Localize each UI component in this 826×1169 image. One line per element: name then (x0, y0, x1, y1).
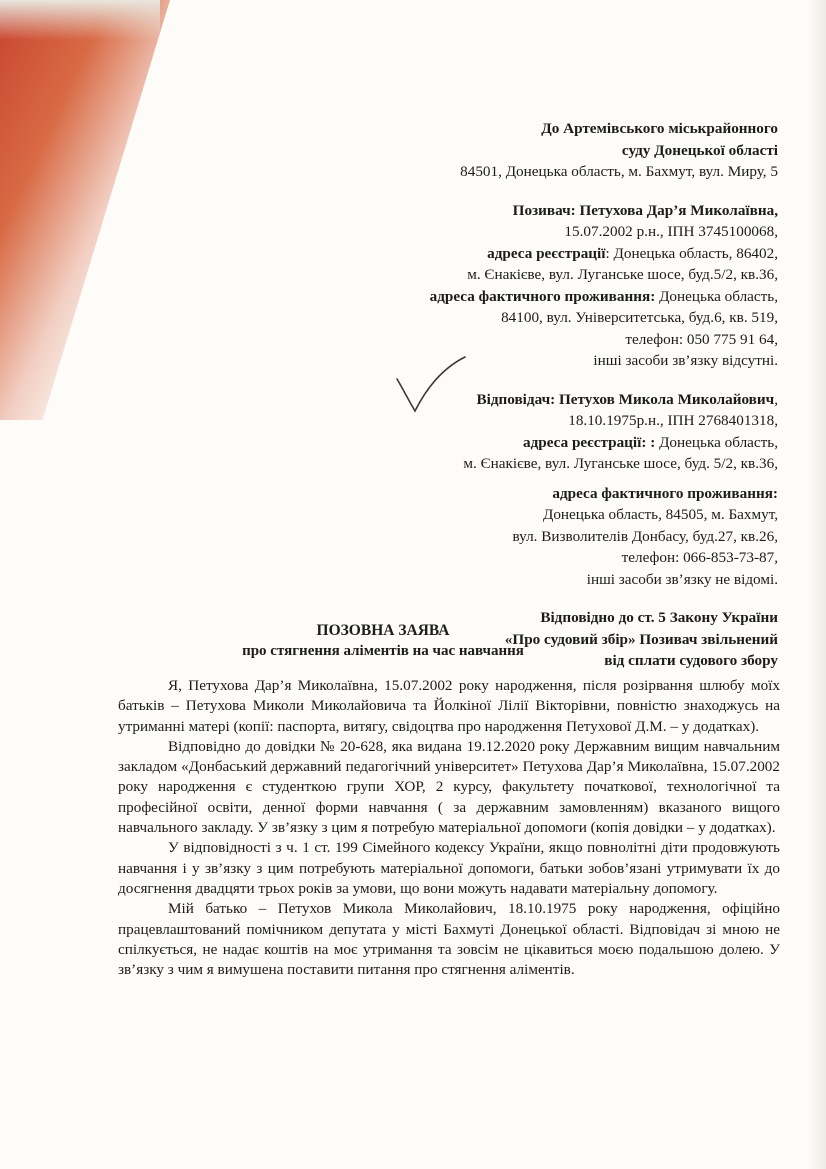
defendant-name: Відповідач: Петухов Микола Миколайович, (476, 390, 778, 408)
defendant-actual-address-label: адреса фактичного проживання: (552, 484, 778, 502)
paragraph: Відповідно до довідки № 20-628, яка видана 19.12.2020 року Державним вищим навчальним закладом «Донбаський державний педагогічний університет» Петухова Дар’я Миколаївна, 15.07.2002 року народження є студенткою групи ХОР, 2 курсу, факультету початкової, технологічної та професійної освіти, денної форми навчання ( за державним замовленням) вказаного вищого навчального закладу. У зв’язку з цим я потребую матеріальної допомоги (копія довідки – у додатках). (118, 737, 780, 837)
defendant-actual-address-line2: вул. Визволителів Донбасу, буд.27, кв.26, (512, 527, 778, 545)
scan-right-edge (808, 0, 826, 1169)
handwritten-checkmark-icon (395, 355, 470, 415)
defendant-actual-address-line1: Донецька область, 84505, м. Бахмут, (542, 506, 778, 523)
defendant-registration-line1: адреса реєстрації: : Донецька область, (523, 433, 778, 451)
document-title-block (0, 621, 826, 661)
defendant-phone: телефон: 066-853-73-87, (621, 549, 778, 566)
scan-corner-shade (0, 0, 170, 420)
paragraph: Я, Петухова Дар’я Миколаївна, 15.07.2002 року народження, після розірвання шлюбу моїх батьків – Петухова Миколи Миколайовича та Йолкіної Лілії Вікторівни, повністю знаходжусь на утриманні матері (копії: паспорта, витягу, свідоцтва про народження Петухової Д.М. – у додатках). (118, 677, 780, 735)
scan-corner-fold (0, 0, 160, 40)
defendant-birth-ipn: 18.10.1975р.н., ІПН 2768401318, (568, 412, 778, 429)
plaintiff-birth-ipn: 15.07.2002 р.н., ІПН 3745100068, (564, 223, 778, 240)
document-title: ПОЗОВНА ЗАЯВА (316, 622, 450, 639)
defendant-other-contacts: інші засоби зв’язку не відомі. (586, 570, 778, 588)
plaintiff-registration-line1: адреса реєстрації: Донецька область, 86402, (487, 244, 778, 262)
fee-exemption-line3: від сплати судового збору (604, 652, 778, 669)
plaintiff-name: Позивач: Петухова Дар’я Миколаївна, (512, 201, 778, 219)
document-header (318, 118, 778, 672)
document-subtitle: про стягнення аліментів на час навчання (242, 643, 524, 659)
paragraph: Мій батько – Петухов Микола Миколайович, 18.10.1975 року народження, офіційно працевлаштований помічником депутата у місті Бахмуті Донецької області. Відповідач зі мною не спілкується, не надає коштів на моє утримання та зовсім не цікавиться моєю подальшою долею. У зв’язку з чим я вимушена поставити питання про стягнення аліментів. (118, 900, 780, 979)
court-name-line2: суду Донецької області (621, 141, 778, 159)
plaintiff-registration-line2: м. Єнакієве, вул. Луганське шосе, буд.5/2, кв.36, (467, 266, 778, 283)
plaintiff-other-contacts: інші засоби зв’язку відсутні. (593, 352, 778, 369)
defendant-registration-line2: м. Єнакієве, вул. Луганське шосе, буд. 5/2, кв.36, (463, 455, 778, 472)
fee-exemption-line1: Відповідно до ст. 5 Закону України (540, 609, 778, 626)
court-address: 84501, Донецька область, м. Бахмут, вул. Миру, 5 (460, 163, 778, 180)
court-name-line1: До Артемівського міськрайонного (541, 120, 778, 137)
plaintiff-actual-address-line2: 84100, вул. Університетська, буд.6, кв. 519, (501, 309, 778, 326)
fee-exemption-line2: «Про судовий збір» Позивач звільнений (504, 630, 778, 648)
plaintiff-phone: телефон: 050 775 91 64, (625, 330, 778, 348)
plaintiff-actual-address-line1: адреса фактичного проживання: Донецька область, (429, 287, 778, 305)
paragraph: У відповідності з ч. 1 ст. 199 Сімейного кодексу України, якщо повнолітні діти продовжують навчання і у зв’язку з цим потребують матеріальної допомоги, батьки зобов’язані утримувати їх до досягнення двадцяти трьох років за умови, що вони можуть надавати матеріальну допомогу. (118, 839, 780, 897)
document-body (118, 676, 780, 980)
